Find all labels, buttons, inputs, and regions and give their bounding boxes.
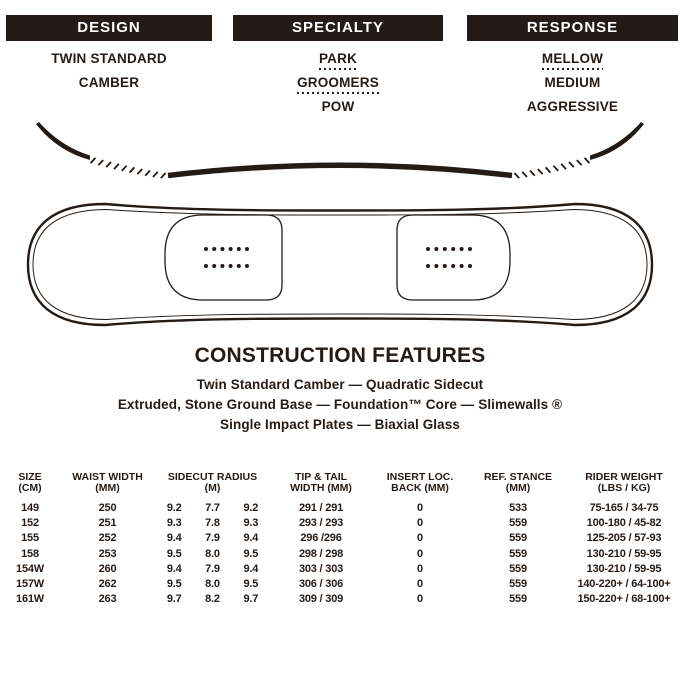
design-column <box>6 15 212 99</box>
table-row: 158 253 9.5 8.0 9.5 298 / 298 0 559 130-210 / 59-95 <box>21 547 662 560</box>
header-rider-weight: RIDER WEIGHT (LBS / KG) <box>585 471 663 494</box>
header-sidecut-radius: SIDECUT RADIUS (M) <box>167 471 258 494</box>
table-row: 157W 262 9.5 8.0 9.5 306 / 306 0 559 140-220+ / 64-100+ <box>16 577 671 590</box>
board-top-view-diagram <box>0 200 680 335</box>
design-line-text: CAMBER <box>78 75 140 90</box>
specialty-item-text: PARK <box>319 51 357 70</box>
construction-features-title: CONSTRUCTION FEATURES <box>194 344 486 367</box>
table-row: 161W 263 9.7 8.2 9.7 309 / 309 0 559 150-220+ / 68-100+ <box>16 593 671 606</box>
construction-feature-line: Twin Standard Camber — Quadratic Sidecut <box>196 377 484 392</box>
header-ref-stance: REF. STANCE (MM) <box>483 471 553 494</box>
specialty-item <box>233 75 443 99</box>
construction-features-section <box>0 344 680 435</box>
response-item <box>467 51 678 75</box>
specialty-items <box>233 51 443 123</box>
response-item <box>467 75 678 99</box>
right-insert-pad <box>397 215 510 300</box>
design-line <box>6 75 212 99</box>
table-row: 152 251 9.3 7.8 9.3 293 / 293 0 559 100-180 / 45-82 <box>21 517 662 530</box>
left-tip-curve <box>36 122 90 160</box>
header-waist-width: WAIST WIDTH (MM) <box>72 471 143 494</box>
left-insert-holes <box>204 247 249 268</box>
specialty-item-text: POW <box>321 99 355 114</box>
response-item-text: MEDIUM <box>544 75 601 90</box>
table-row: 149 250 9.2 7.7 9.2 291 / 291 0 533 75-165 / 34-75 <box>21 502 659 514</box>
construction-feature-line: Single Impact Plates — Biaxial Glass <box>220 417 460 432</box>
header-tip-tail-width: TIP & TAIL WIDTH (MM) <box>290 471 352 494</box>
board-outline-outer <box>28 204 652 325</box>
spec-table-header <box>0 472 680 494</box>
response-header-bar: RESPONSE <box>467 15 678 41</box>
design-line-text: TWIN STANDARD <box>51 51 167 66</box>
right-insert-holes <box>426 247 472 268</box>
specialty-item-text: GROOMERS <box>297 75 379 94</box>
camber-profile-diagram <box>0 118 680 198</box>
left-hatch-ticks <box>91 158 166 178</box>
specialty-column <box>233 15 443 123</box>
design-header-bar: DESIGN <box>6 15 212 41</box>
response-item-text: MELLOW <box>542 51 603 70</box>
header-insert-loc: INSERT LOC. BACK (MM) <box>386 471 454 494</box>
design-line <box>6 51 212 75</box>
size-spec-table <box>0 472 680 607</box>
specialty-header-bar: SPECIALTY <box>233 15 443 41</box>
construction-feature-line: Extruded, Stone Ground Base — Foundation™ Core — Slimewalls ® <box>117 397 563 412</box>
table-row: 155 252 9.4 7.9 9.4 296 /296 0 559 125-205 / 57-93 <box>21 532 662 545</box>
table-row: 154W 260 9.4 7.9 9.4 303 / 303 0 559 130-210 / 59-95 <box>16 562 662 575</box>
camber-arc <box>168 165 512 175</box>
right-tip-curve <box>590 122 644 160</box>
right-hatch-ticks <box>514 158 589 178</box>
design-items <box>6 51 212 99</box>
header-size: SIZE (CM) <box>18 471 42 494</box>
response-item-text: AGGRESSIVE <box>526 99 619 114</box>
specialty-item <box>233 51 443 75</box>
board-outline-inner <box>33 210 647 320</box>
left-insert-pad <box>165 215 282 300</box>
response-column <box>467 15 678 123</box>
response-items <box>467 51 678 123</box>
